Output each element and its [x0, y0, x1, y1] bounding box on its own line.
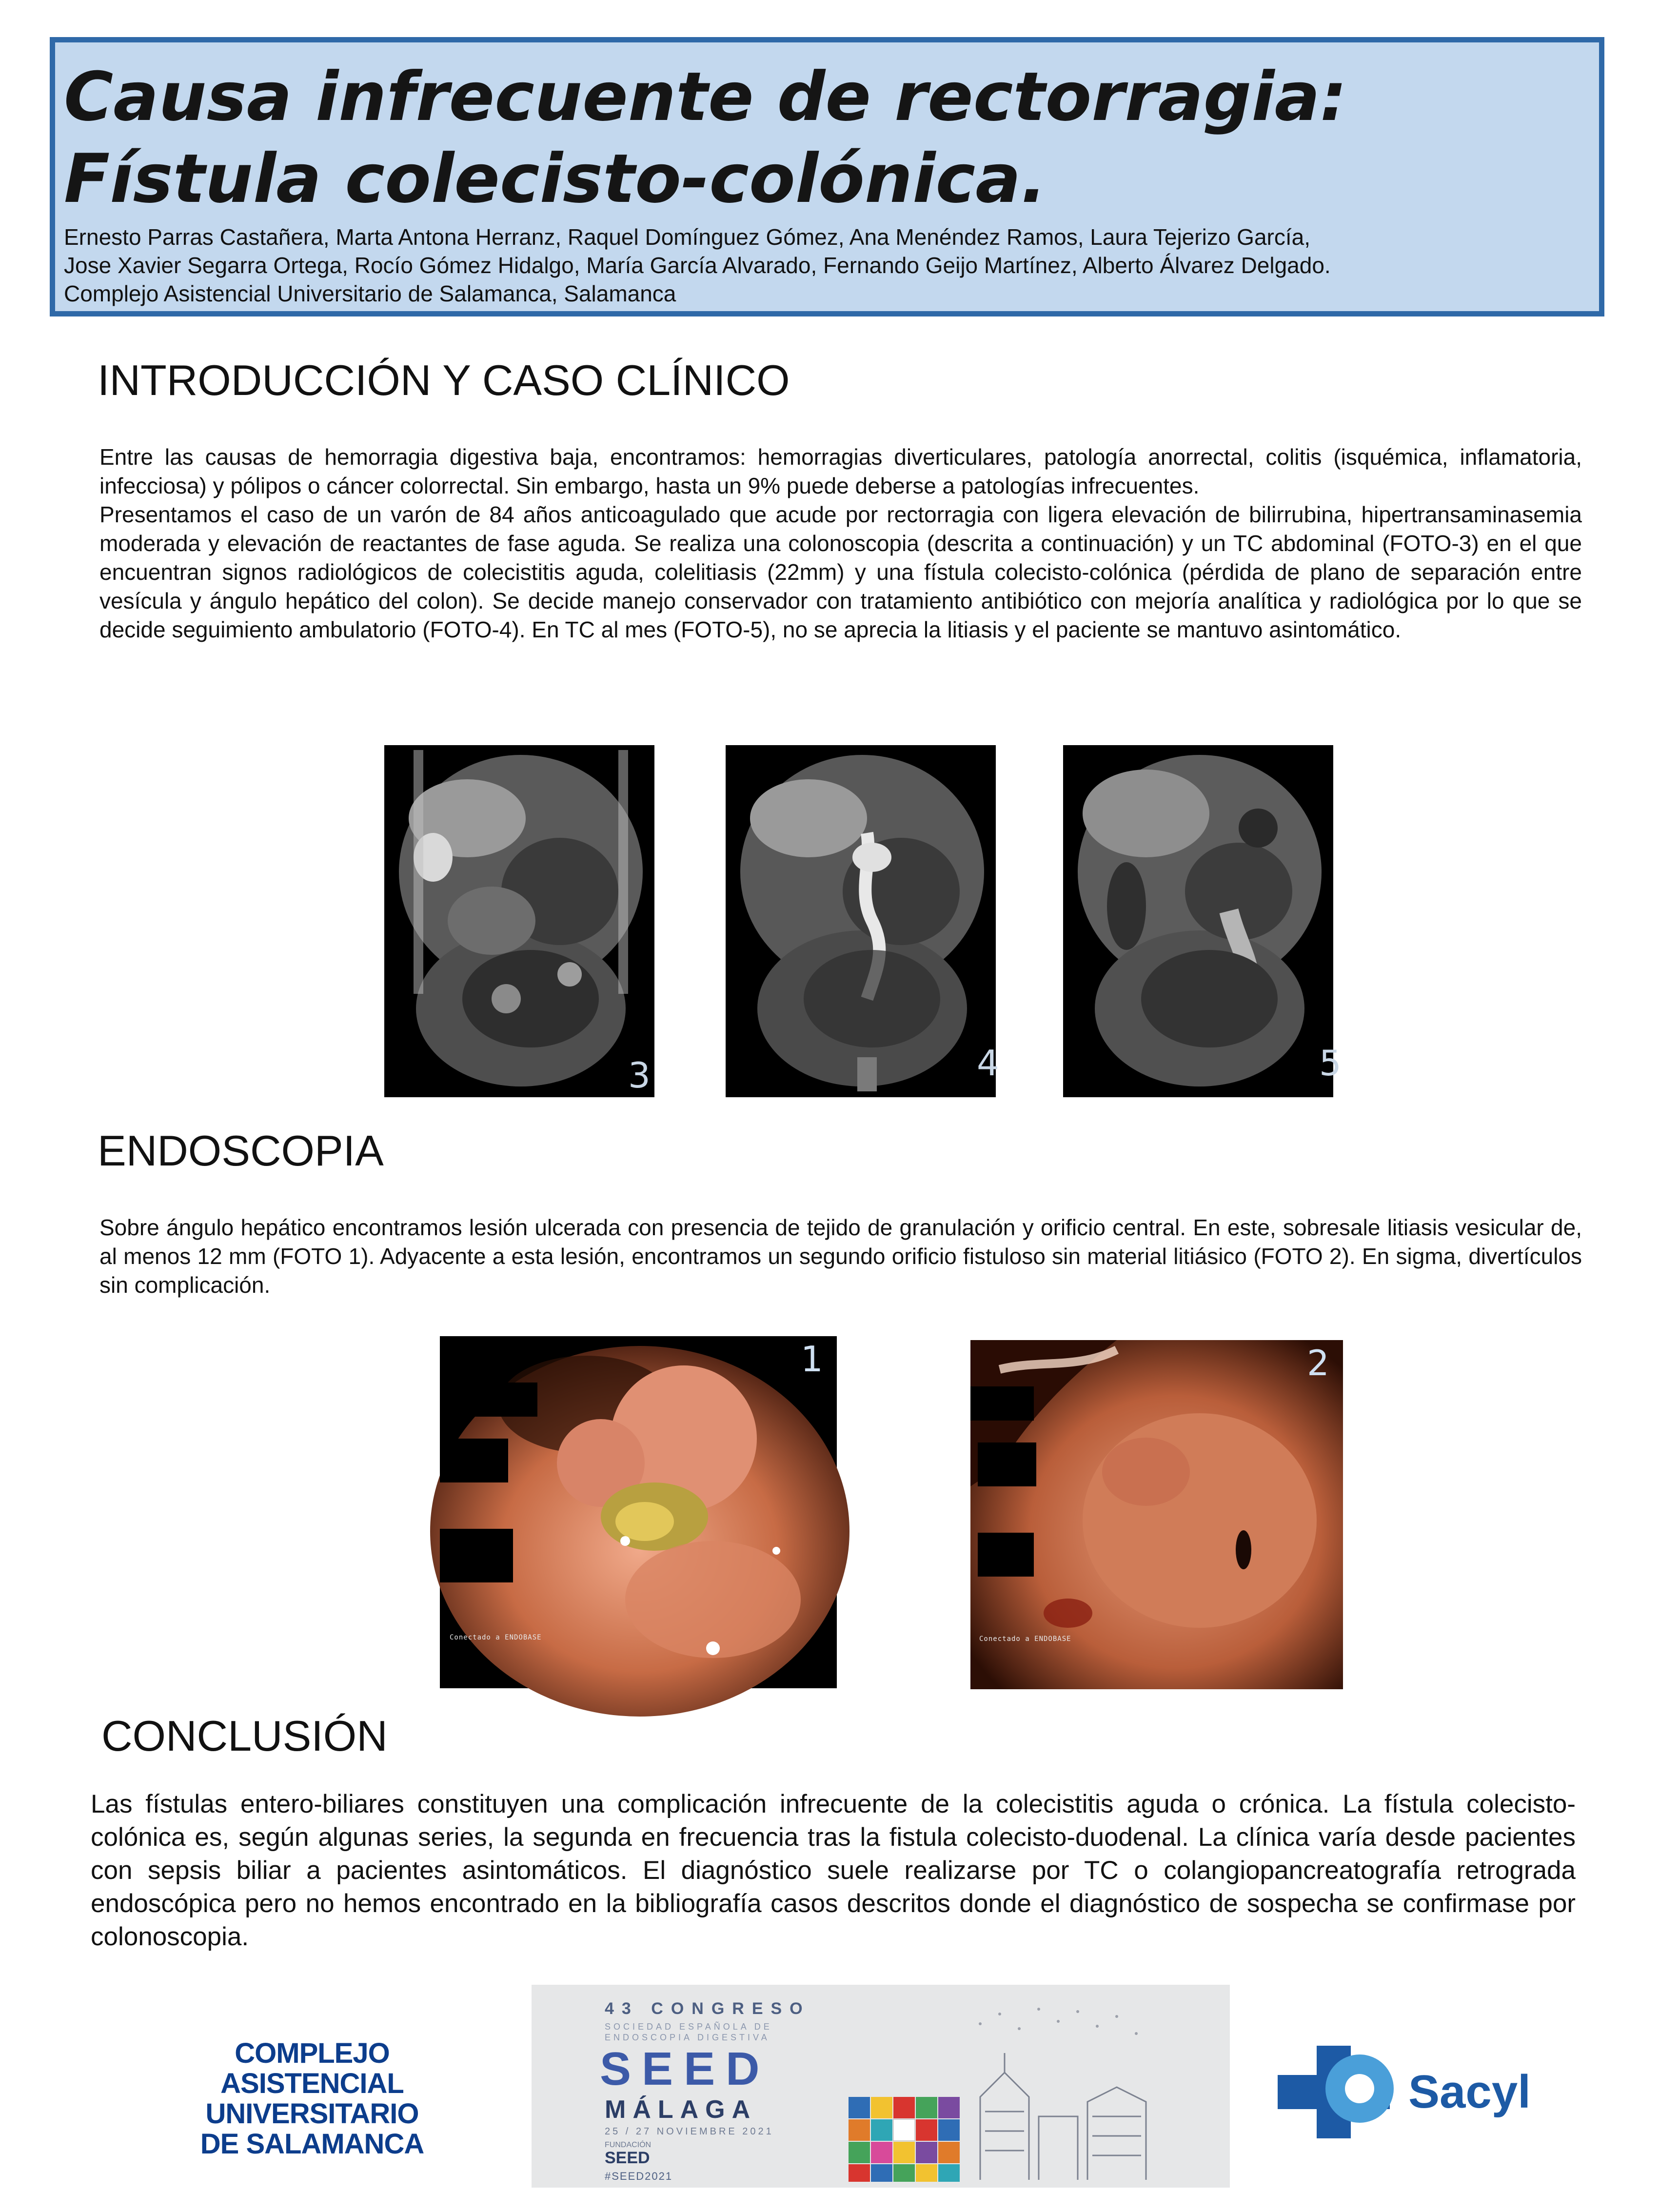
affiliation: Complejo Asistencial Universitario de Salamanca, Salamanca [64, 281, 676, 306]
ct-scan-image-4 [726, 745, 999, 1097]
endoscopy-paragraph: Sobre ángulo hepático encontramos lesión ulcerada con presencia de tejido de granulación y orificio central. En este, sobresale litiasis vesicular de, al menos 12 mm (FOTO 1). Adyacente a esta lesión, encontramos un segundo orificio fistuloso sin material litiásico (FOTO 2). En sigma, divertículos sin complicación. [99, 1215, 1582, 1298]
redaction-bar [970, 1386, 1034, 1421]
conclusion-heading: CONCLUSIÓN [101, 1712, 388, 1760]
sacyl-wordmark: Sacyl [1408, 2066, 1531, 2118]
endoscopy-image-1 [440, 1336, 837, 1688]
authors-line-2: Jose Xavier Segarra Ortega, Rocío Gómez Hidalgo, María García Alvarado, Fernando Geijo Martínez, Alberto Álvarez Delgado. [64, 253, 1331, 278]
poster-title [64, 56, 1347, 220]
endoscopy-text [99, 1213, 1582, 1300]
endoscopy-caption-1: Conectado a ENDOBASE [450, 1634, 542, 1641]
seed-name: SEED [600, 2043, 770, 2095]
seed-illustration [775, 1995, 1214, 2185]
redaction-bar [440, 1439, 508, 1482]
conclusion-paragraph: Las fístulas entero-biliares constituyen una complicación infrecuente de la colecistitis aguda o crónica. La fístula colecisto-colónica es, según algunas series, la segunda en frecuencia tras la fistula colecisto-duodenal. La clínica varía desde pacientes con sepsis biliar a pacientes asintomáticos. El diagnóstico suele realizarse por TC o colangiopancreatografía retrograda endoscópica pero no hemos encontrado en la bibliografía casos descritos donde el diagnóstico de sospecha se confirmase por colonoscopia. [91, 1790, 1576, 1951]
seed-city: MÁLAGA [605, 2095, 757, 2124]
complejo-line-1: COMPLEJO [235, 2037, 390, 2069]
seed-hashtag: #SEED2021 [605, 2170, 673, 2182]
redaction-bar [440, 1529, 513, 1582]
endoscopy-caption-2: Conectado a ENDOBASE [979, 1635, 1071, 1643]
title-banner [50, 37, 1604, 316]
seed-congress-label: 43 CONGRESO [605, 1999, 810, 2018]
redaction-bar [978, 1533, 1034, 1577]
seed-foundation-name: SEED [605, 2149, 650, 2167]
sacyl-cross-icon [1278, 2046, 1404, 2138]
authors-line-1: Ernesto Parras Castañera, Marta Antona Herranz, Raquel Domínguez Gómez, Ana Menéndez Ramos, Laura Tejerizo García, [64, 224, 1310, 250]
ct-scan-image-5 [1063, 745, 1342, 1097]
intro-heading: INTRODUCCIÓN Y CASO CLÍNICO [98, 356, 790, 404]
seed-dates: 25 / 27 NOVIEMBRE 2021 [605, 2126, 774, 2137]
ct-label-3: 3 [628, 1055, 651, 1096]
authors-block [64, 223, 1331, 308]
title-line-2: Fístula colecisto-colónica. [64, 139, 1047, 218]
complejo-asistencial-logo [146, 2038, 478, 2160]
ct-label-5: 5 [1319, 1043, 1342, 1084]
ct-label-4: 4 [977, 1043, 999, 1084]
endoscopy-label-2: 2 [1307, 1343, 1329, 1383]
seed-congress-banner [532, 1985, 1230, 2188]
conclusion-text [91, 1788, 1576, 1954]
endoscopy-image-2 [970, 1340, 1343, 1689]
seed-society-line-2: ENDOSCOPIA DIGESTIVA [605, 2033, 770, 2042]
complejo-line-3: UNIVERSITARIO [205, 2098, 419, 2130]
sacyl-logo [1278, 2046, 1551, 2138]
redaction-bar [978, 1442, 1036, 1486]
endoscopy-heading: ENDOSCOPIA [98, 1126, 384, 1175]
intro-paragraph-2: Presentamos el caso de un varón de 84 años anticoagulado que acude por rectorragia con ligera elevación de bilirrubina, hipertransaminasemia moderada y elevación de reactantes de fase aguda. Se realiza una colonoscopia (descrita a continuación) y un TC abdominal (FOTO-3) en el que encuentran signos radiológicos de colecistitis aguda, colelitiasis (22mm) y una fístula colecisto-colónica (pérdida de plano de separación entre vesícula y ángulo hepático del colon). Se decide manejo conservador con tratamiento antibiótico con mejoría analítica y radiológica por lo que se decide seguimiento ambulatorio (FOTO-4). En TC al mes (FOTO-5), no se aprecia la litiasis y el paciente se mantuvo asintomático. [99, 502, 1582, 642]
endoscopy-label-1: 1 [801, 1339, 823, 1380]
intro-paragraph-1: Entre las causas de hemorragia digestiva baja, encontramos: hemorragias diverticulares, patología anorrectal, colitis (isquémica, inflamatoria, infecciosa) y pólipos o cáncer colorrectal. Sin embargo, hasta un 9% puede deberse a patologías infrecuentes. [99, 444, 1582, 498]
redaction-bar [440, 1382, 537, 1417]
complejo-line-2: ASISTENCIAL [220, 2068, 404, 2099]
seed-foundation-label: FUNDACIÓN [605, 2141, 652, 2149]
ct-scan-image-3 [384, 745, 654, 1097]
title-line-1: Causa infrecuente de rectorragia: [64, 58, 1347, 136]
complejo-line-4: DE SALAMANCA [200, 2128, 424, 2160]
intro-text [99, 443, 1582, 644]
seed-society-line-1: SOCIEDAD ESPAÑOLA DE [605, 2022, 772, 2032]
